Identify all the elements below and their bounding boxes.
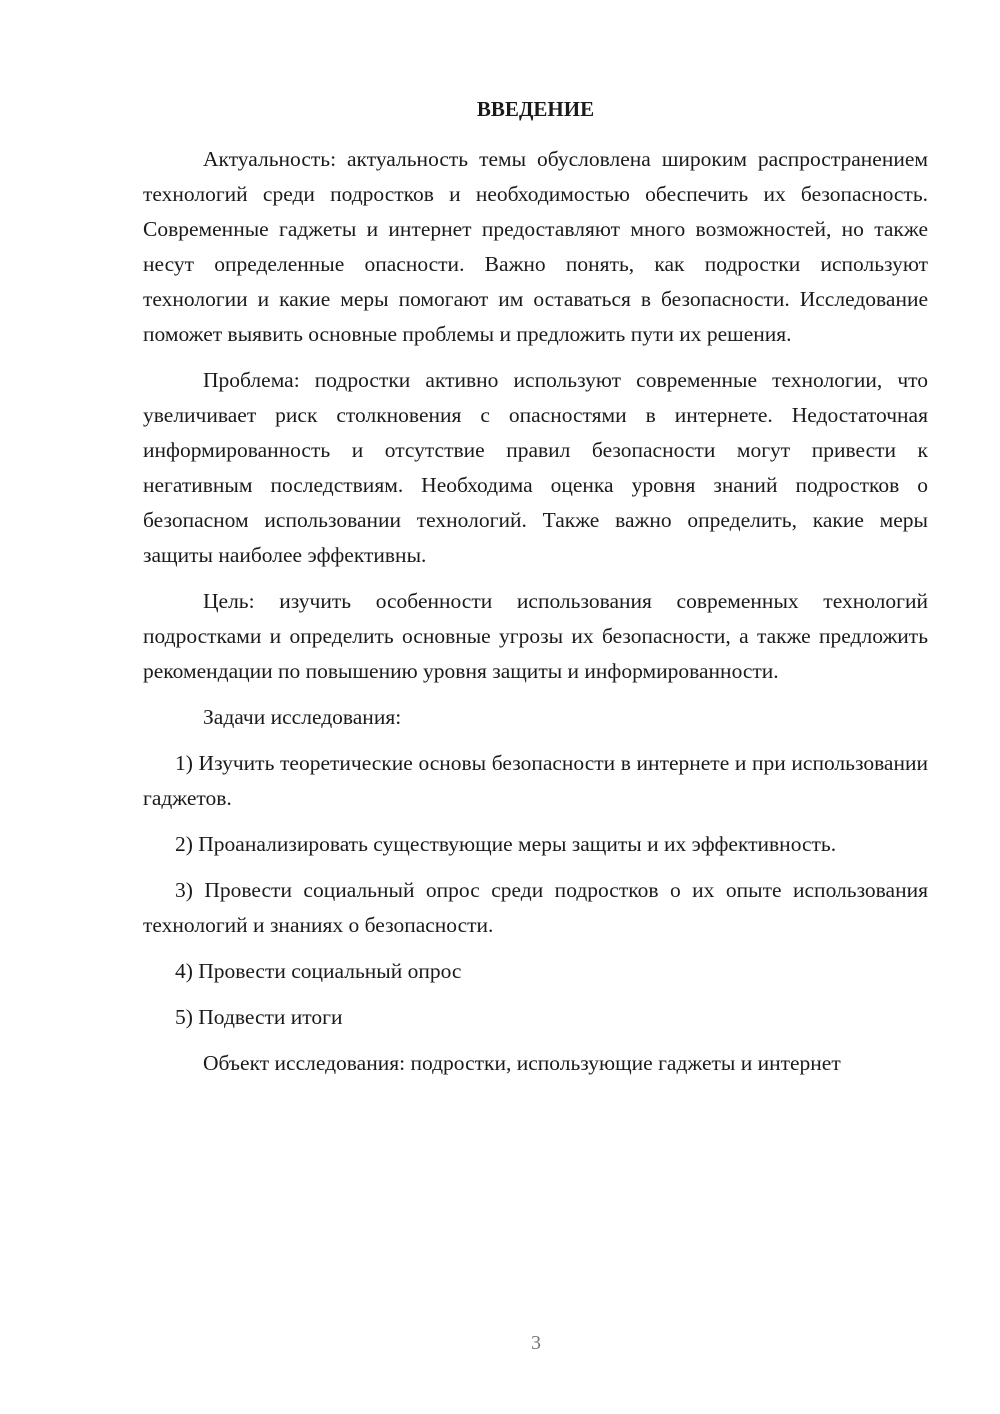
task-item-1: 1) Изучить теоретические основы безопасности в интернете и при использовании гаджетов. — [143, 751, 928, 810]
document-page — [143, 92, 928, 1092]
page-number: 3 — [531, 1332, 541, 1354]
paragraph-object: Объект исследования: подростки, использующие гаджеты и интернет — [203, 1051, 841, 1075]
section-title: ВВЕДЕНИЕ — [476, 97, 595, 121]
task-item-5: 5) Подвести итоги — [175, 1005, 343, 1029]
paragraph-problem: Проблема: подростки активно используют современные технологии, что увеличивает риск столкновения с опасностями в интернете. Недостаточная информированность и отсутствие правил безопасности могут привести к негативным последствиям. Необходима оценка уровня знаний подростков о безопасном использовании технологий. Также важно определить, какие меры защиты наиболее эффективны. — [143, 368, 928, 567]
task-item-2: 2) Проанализировать существующие меры защиты и их эффективность. — [175, 832, 837, 856]
paragraph-tasks-heading: Задачи исследования: — [203, 705, 402, 729]
paragraph-relevance: Актуальность: актуальность темы обусловлена широким распространением технологий среди подростков и необходимостью обеспечить их безопасность. Современные гаджеты и интернет предоставляют много возможностей, но также несут определенные опасности. Важно понять, как подростки используют технологии и какие меры помогают им оставаться в безопасности. Исследование поможет выявить основные проблемы и предложить пути их решения. — [143, 147, 928, 346]
task-item-4: 4) Провести социальный опрос — [175, 959, 462, 983]
paragraph-goal: Цель: изучить особенности использования современных технологий подростками и определить основные угрозы их безопасности, а также предложить рекомендации по повышению уровня защиты и информированности. — [143, 589, 928, 683]
task-item-3: 3) Провести социальный опрос среди подростков о их опыте использования технологий и знаниях о безопасности. — [143, 878, 928, 937]
